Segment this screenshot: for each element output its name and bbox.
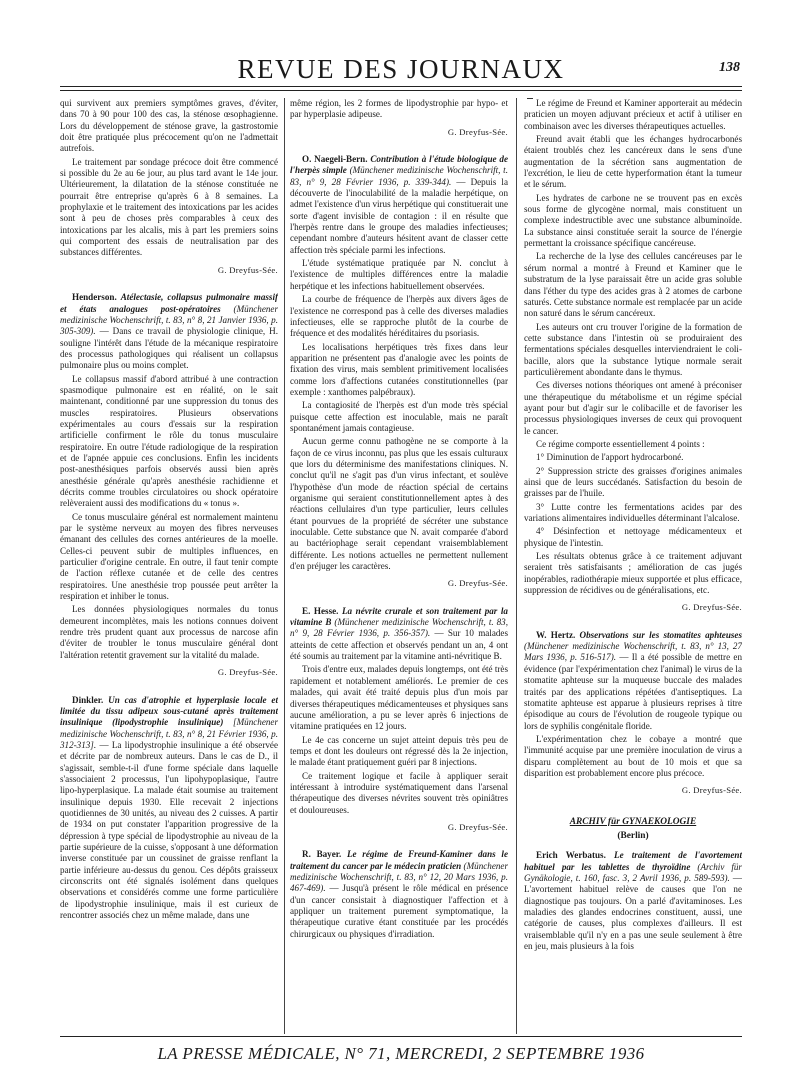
paragraph: Ce tonus musculaire général est normalement maintenu par le système nerveux au moyen des fibres nerveuses émanant des cellules des cornes antérieures de la moelle. Celles-ci peuvent subir de multiples influences, en particulier d'origine centrale. En outre, il faut tenir compte de l'action réflexe cutanée et de celle des centres respiratoires. Une anesthésie trop poussée peut arrêter la respiration et inhiber le tonus. [60,511,278,602]
paragraph: La contagiosité de l'herpès est d'un mode très spécial puisque cette affection est inoculable, mais ne paraît spontanément jamais contagieuse. [290,400,508,433]
column-2 [290,98,508,1028]
paragraph: Les auteurs ont cru trouver l'origine de la formation de cette substance dans l'intestin où se produiraient des fermentations spéciales desquelles interviendraient le coli-bacille, alors que la substance lytique normale serait particulièrement abondante dans le thymus. [524,321,742,377]
article-dinkler [60,695,278,922]
article-source: (Münchener medizinische Wochenschrift, t. 83, n° 12, 20 Mars 1936, p. 467-469). [290,860,508,894]
paragraph: Ces diverses notions théoriques ont amené à préconiser une thérapeutique du métabolisme et un régime spécial ayant pour but d'agir sur le colibacille et de favoriser les processus physiologiques inverses de ceux qui provoquent le cancer. [524,380,742,436]
article-author: R. Bayer. [302,849,342,860]
article-source: (Münchener medizinische Wochenschrift, t. 83, n° 9, 28 Février 1936, p. 339-344). [290,165,508,187]
masthead [60,50,742,88]
article-title: Un cas d'atrophie et hyperplasie locale et limitée du tissu adipeux sous-cutané après traitement insulinique (lipodystrophie insulinique) [60,694,278,728]
list-item: 1° Diminution de l'apport hydrocarboné. [536,452,684,463]
list-item: 3° Lutte contre les fermentations acides par des variations alimentaires individuelles déterminant l'alcalose. [524,501,742,524]
section-city: (Berlin) [617,830,649,841]
article-hesse [290,606,508,834]
paragraph: Trois d'entre eux, malades depuis longtemps, ont été très rapidement et notablement améliorés. Le premier de ces malades, qui avait été traité depuis plus d'un mois par diverses thérapeutiques médicamenteuses et physiques sans aucune amélioration, a pu se lever après 6 injections de vitamine pratiquées en 12 jours. [290,664,508,732]
paragraph: L'étude systématique pratiquée par N. conclut à l'existence de multiples différences entre la maladie herpétique et les infections habituellement observées. [290,258,508,291]
paragraph: — Sur 10 malades atteints de cette affection et observés pendant un an, 4 ont été soumis au traitement par la vitamine anti-névritique B. [290,628,508,662]
article-werbatus [524,850,742,952]
signature: G. Dreyfus-Sée. [681,602,742,613]
signature: G. Dreyfus-Sée. [681,785,742,796]
paragraph: — Il a été possible de mettre en évidence (par l'expérimentation chez l'animal) le virus de la stomatite aphteuse sur la muqueuse buccale des malades traités par des applications répétées d'antiseptiques. La stomatite aphteuse est apparue à plusieurs reprises à titre épisodique au cours de l'évolution de rougeole typique ou lors de syphilis congénitale floride. [524,652,742,731]
paragraph: La recherche de la lyse des cellules cancéreuses par le sérum normal a montré à Freund et Kaminer que le substratum de la lyse paraissait être un acide gras soluble dans l'éther du type des acides gras à 2 atomes de carbone saturés. Cette substance normale est remplacée par un acide non saturé dans le sérum cancéreux. [524,251,742,319]
article-author: Erich Werbatus. [536,850,606,861]
article-title: Le traitement de l'avortement habituel par les tablettes de thyroïdine [524,850,742,872]
section-heading: ARCHIV für GYNAEKOLOGIE [569,816,697,827]
column-divider [516,98,517,1034]
journal-section-title: REVUE DES JOURNAUX [237,54,565,84]
article-author: W. Hertz. [536,629,576,640]
paragraph: Le 4e cas concerne un sujet atteint depuis très peu de temps et dont les douleurs ont régressé dès la 2e injection, le malade étant pratiquement guéri par 8 injections. [290,734,508,768]
paragraph: Le collapsus massif d'abord attribué à une contraction spasmodique pulmonaire est en réalité, on le sait maintenant, conditionné par une suppression du tonus des muscles respiratoires. Plusieurs observations expérimentales au cours d'essais sur la respiration artificielle confirment le rôle du tonus musculaire respiratoire. En outre l'étude radiologique de la respiration et de l'apnée appuie ces conclusions. Enfin les incidents post-anesthésiques parfois observés aussi bien après anesthésie générale qu'après anesthésie rachidienne et décrits comme troubles circulatoires ou shock opératoire relèveraient aussi des modifications du « tonus ». [60,373,278,509]
article-bayer [290,849,508,940]
paragraph: Les localisations herpétiques très fixes dans leur apparition ne présentent pas d'analogie avec les points de fixation des virus, mais semblent primitivement localisées comme lors d'affections cutanées constitutionnelles (par exemple : xanthomes palpébraux). [290,341,508,397]
list-item: 4° Désinfection et nettoyage médicamenteux et physique de l'intestin. [524,526,742,548]
article-hertz [524,630,742,797]
paragraph: — L'avortement habituel relève de causes que l'on ne diagnostique pas toujours. On a parlé d'avitaminoses. Les maladies des glandes endocrines constituent, aussi, une catégorie de causes, plus complexes d'ailleurs. Il est vraisemblable qu'il n'y en a pas une seule seulement à être en jeu, mais plusieurs à la fois [524,872,742,952]
article-source: [Münchener medizinische Wochenschrift, t. 83, n° 8, 21 Février 1936, p. 312-313]. [60,717,278,750]
signature: G. Dreyfus-Sée. [447,821,508,832]
article-title: Le régime de Freund-Kaminer dans le traitement du cancer par le médecin praticien [290,849,508,871]
paragraph: Aucun germe connu pathogène ne se comporte à la façon de ce virus inconnu, pas plus que les essais culturaux que lors du déterminisme des manifestations cliniques. N. conclut qu'il ne s'agit pas d'un virus infectant, et soulève l'hypothèse d'un mode de réaction spécial de certains organisme qui seraient constitutionnellement aptes à des réactions cellulaires d'un type particulier, leurs cellules étant pourvues de la propriété de sécréter une substance inoculable. Cette substance que N. avait comparée d'abord au bactériophage serait cependant vraisemblablement différente. Les notions actuelles ne permettent nullement d'en préjuger les caractères. [290,436,508,572]
article-naegeli [290,154,508,590]
paragraph: — Depuis la découverte de l'inoculabilité de la maladie herpétique, on admet l'existence d'un virus herpétique qui constituerait une sorte d'agent invisible de contagion : il en résulte que l'herpès rentre dans le groupe des maladies infectieuses; cependant nombre d'auteurs hésitent avant de classer cette affection très spéciale parmi les infections. [290,176,508,255]
article-henderson [60,292,278,678]
paragraph: L'expérimentation chez le cobaye a montré que l'immunité acquise par une première inoculation de virus a disparu complètement au bout de 10 mois et que sa disparition est probablement encore plus précoce. [524,733,742,778]
top-rule-thin [60,90,742,91]
paragraph: — Dans ce travail de physiologie clinique, H. souligne l'intérêt dans l'étude de la mécanique respiratoire des processus pathologiques qui réalisent un collapsus pulmonaire plus ou moins complet. [60,326,278,371]
list-item: 2° Suppression stricte des graisses d'origines animales ainsi que de leurs succédanés. Satisfaction du besoin de graisses par de l'huile. [524,465,742,499]
paragraph: Ce traitement logique et facile à appliquer serait intéressant à introduire systématiquement dans l'arsenal thérapeutique des diverses névrites souvent très opiniâtres et douloureuses. [290,770,508,815]
paragraph: — Jusqu'à présent le rôle médical en présence d'un cancer consistait à diagnostiquer l'affection et à appliquer un traitement purement symptomatique, la thérapeutique curative étant constituée par les procédés chirurgicaux ou physiques d'irradiation. [290,883,508,939]
column-1 [60,98,278,1028]
page-number: 138 [719,60,740,75]
paragraph: Le régime de Freund et Kaminer apporterait au médecin praticien un moyen adjuvant précieux et actif à utiliser en combinaison avec les diverses thérapeutiques actuelles. [524,98,742,131]
signature: G. Dreyfus-Sée. [447,126,508,137]
signature: G. Dreyfus-Sée. [447,578,508,589]
paragraph: — La lipodystrophie insulinique a été observée et décrite par de nombreux auteurs. Dans le cas de D., il s'agissait, semble-t-il d'une forme spéciale dans laquelle s'associaient 2 processus, l'un lipohypoplasique, l'autre lipo-hyperplasique. La malade était soumise au traitement insulinique depuis 1930. Elle recevait 2 injections quotidiennes de 30 unités, au niveau des 2 cuisses. A partir de 1934 on put constater l'apparition progressive de la dépression à type spécial de lipodystrophie au niveau de la partie supérieure de la cuisse, s'opposant à une déformation inverse constituée par un coussinet de graisse renflant la partie inférieure au-dessus du genou. Ces dépôts graisseux circonscrits ont été signalés isolément dans quelques observations et considérés comme une forme particulière de lipodystrophie insulinique, mais il est curieux de rencontrer associés chez un même malade, dans une [60,739,278,921]
signature: G. Dreyfus-Sée. [217,667,278,678]
paragraph: Les hydrates de carbone ne se trouvent pas en excès sous forme de glycogène normal, mais constituent un complexe indestructible avec une substance albuminoïde. La substance ainsi constituée serait la source de l'énergie permettant la croissance spécifique cancéreuse. [524,192,742,249]
paragraph: Les résultats obtenus grâce à ce traitement adjuvant seraient très satisfaisants ; amélioration de cas jugés inopérables, radiothérapie mieux supportée et plus efficace, suppression de récidives ou de généralisations, etc. [524,551,742,596]
article-source: (Münchener medizinische Wochenschrift, t. 83, n° 8, 21 Janvier 1936, p. 305-309). [60,303,278,337]
paragraph: même région, les 2 formes de lipodystrophie par hypo- et par hyperplasie adipeuse. [290,98,508,120]
article-title: La névrite crurale et son traitement par la vitamine B [290,605,508,628]
article-author: E. Hesse. [302,605,339,616]
paragraph: Les données physiologiques normales du tonus demeurent incomplètes, mais les notions connues doivent rendre très prudent quant aux processus de narcose afin d'éviter de troubler le tonus musculaire général dont l'altération retentit gravement sur la vitalité du malade. [60,604,278,660]
column-divider [284,98,285,1034]
paragraph: La courbe de fréquence de l'herpès aux divers âges de l'existence ne correspond pas à celle des diverses maladies infectieuses, elle se rapproche plutôt de la courbe de fréquence et des modalités héréditaires du psoriasis. [290,294,508,339]
paragraph: qui survivent aux premiers symptômes graves, d'éviter, dans 70 à 90 pour 100 des cas, la sténose œsophagienne. Lors du développement de sténose grave, la gastrostomie doit être pratiquée plus précocement qu'on ne l'admettait autrefois. [60,98,278,154]
footer-text: LA PRESSE MÉDICALE, N° 71, MERCREDI, 2 SEPTEMBRE 1936 [157,1044,645,1063]
article-source: (Münchener medizinische Wochenschrift, t. 83, n° 13, 27 Mars 1936, p. 516-517). [524,641,742,663]
article-author: Henderson. [72,292,117,303]
article-title: Observations sur les stomatites aphteuses [579,629,742,640]
article-source: (Archiv für Gynäkologie, t. 160, fasc. 3, 2 Avril 1936, p. 589-593). [524,861,742,883]
article-title: Atélectasie, collapsus pulmonaire massif et états analogues post-opératoires [60,292,278,314]
article-source: (Münchener medizinische Wochenschrift, t. 83, n° 9, 28 Février 1936, p. 356-357). [290,617,508,639]
footer-rule [60,1036,742,1037]
paragraph: Ce régime comporte essentiellement 4 points : [536,438,705,449]
column-3 [524,98,742,1028]
paragraph: Freund avait établi que les échanges hydrocarbonés étaient troublés chez les cancéreux dans le sens d'une augmentation de la sécrétion sans augmentation de l'excrétion, le lieu de cette hyperformation étant la tumeur et le sérum. [524,134,742,190]
article-author: O. Naegeli-Bern. [302,154,368,165]
signature: G. Dreyfus-Sée. [217,264,278,275]
top-rule [60,86,742,87]
article-author: Dinkler. [72,694,104,705]
article-title: Contribution à l'étude biologique de l'herpès simple [290,154,508,176]
paragraph: Le traitement par sondage précoce doit être commencé si possible du 2e au 6e jour, au plus tard avant le 14e jour. Ultérieurement, la dilatation de la sténose constituée ne pourrait être entreprise qu'après 6 à 8 semaines. La prophylaxie et le traitement des intoxications par les acides sont à peu de choses près comparables à ceux des intoxications par les alcalis, mis à part les premiers soins qui comportent des essais de neutralisation par des substances différentes. [60,156,278,258]
